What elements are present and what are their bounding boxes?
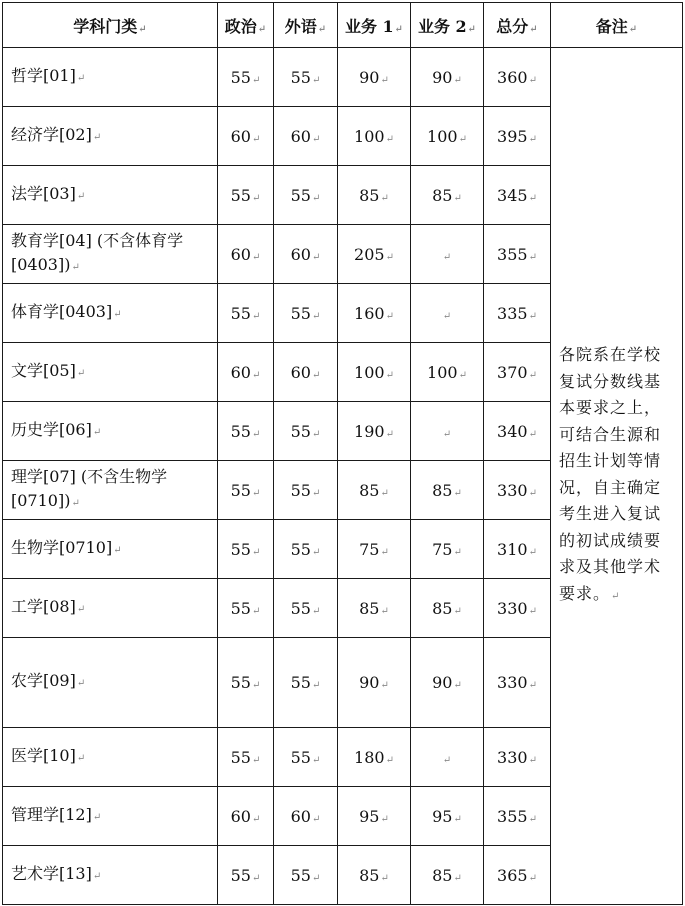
total-cell: 355↵ — [484, 225, 551, 284]
course2-cell: 90↵ — [411, 638, 484, 728]
subject-cell: 工学[08]↵ — [3, 579, 218, 638]
language-cell: 55↵ — [274, 579, 338, 638]
course1-cell: 85↵ — [338, 846, 411, 905]
course2-cell: ↵ — [411, 728, 484, 787]
course2-cell: ↵ — [411, 284, 484, 343]
politics-cell: 55↵ — [218, 284, 274, 343]
course2-cell: ↵ — [411, 402, 484, 461]
subject-cell: 文学[05]↵ — [3, 343, 218, 402]
header-cell: 外语↵ — [274, 3, 338, 48]
language-cell: 55↵ — [274, 638, 338, 728]
total-cell: 330↵ — [484, 461, 551, 520]
total-cell: 310↵ — [484, 520, 551, 579]
subject-cell: 历史学[06]↵ — [3, 402, 218, 461]
course1-cell: 205↵ — [338, 225, 411, 284]
subject-cell: 医学[10]↵ — [3, 728, 218, 787]
subject-cell: 哲学[01]↵ — [3, 48, 218, 107]
language-cell: 55↵ — [274, 461, 338, 520]
total-cell: 370↵ — [484, 343, 551, 402]
language-cell: 55↵ — [274, 728, 338, 787]
header-cell: 业务 1↵ — [338, 3, 411, 48]
subject-cell: 经济学[02]↵ — [3, 107, 218, 166]
politics-cell: 60↵ — [218, 787, 274, 846]
total-cell: 340↵ — [484, 402, 551, 461]
total-cell: 330↵ — [484, 579, 551, 638]
course2-cell: 100↵ — [411, 343, 484, 402]
language-cell: 55↵ — [274, 48, 338, 107]
header-cell: 备注↵ — [551, 3, 683, 48]
score-table — [2, 2, 683, 905]
table-row — [3, 48, 683, 107]
course2-cell: 75↵ — [411, 520, 484, 579]
header-cell: 业务 2↵ — [411, 3, 484, 48]
total-cell: 395↵ — [484, 107, 551, 166]
course1-cell: 100↵ — [338, 343, 411, 402]
politics-cell: 55↵ — [218, 48, 274, 107]
course2-cell: 90↵ — [411, 48, 484, 107]
course1-cell: 180↵ — [338, 728, 411, 787]
language-cell: 60↵ — [274, 343, 338, 402]
language-cell: 55↵ — [274, 520, 338, 579]
header-cell: 学科门类↵ — [3, 3, 218, 48]
language-cell: 55↵ — [274, 402, 338, 461]
politics-cell: 55↵ — [218, 461, 274, 520]
course1-cell: 100↵ — [338, 107, 411, 166]
subject-cell: 管理学[12]↵ — [3, 787, 218, 846]
language-cell: 60↵ — [274, 787, 338, 846]
politics-cell: 55↵ — [218, 520, 274, 579]
course1-cell: 95↵ — [338, 787, 411, 846]
course1-cell: 85↵ — [338, 461, 411, 520]
subject-cell: 艺术学[13]↵ — [3, 846, 218, 905]
note-cell: 各院系在学校复试分数线基本要求之上，可结合生源和招生计划等情况，自主确定考生进入复试的初试成绩要求及其他学术要求。↵ — [551, 48, 683, 905]
course1-cell: 75↵ — [338, 520, 411, 579]
total-cell: 345↵ — [484, 166, 551, 225]
course1-cell: 90↵ — [338, 638, 411, 728]
subject-cell: 教育学[04] (不含体育学[0403])↵ — [3, 225, 218, 284]
course1-cell: 85↵ — [338, 166, 411, 225]
total-cell: 360↵ — [484, 48, 551, 107]
total-cell: 355↵ — [484, 787, 551, 846]
politics-cell: 60↵ — [218, 107, 274, 166]
language-cell: 60↵ — [274, 107, 338, 166]
total-cell: 335↵ — [484, 284, 551, 343]
politics-cell: 55↵ — [218, 638, 274, 728]
subject-cell: 农学[09]↵ — [3, 638, 218, 728]
subject-cell: 生物学[0710]↵ — [3, 520, 218, 579]
course2-cell: 85↵ — [411, 166, 484, 225]
course1-cell: 190↵ — [338, 402, 411, 461]
politics-cell: 55↵ — [218, 728, 274, 787]
language-cell: 60↵ — [274, 225, 338, 284]
politics-cell: 60↵ — [218, 343, 274, 402]
subject-cell: 理学[07] (不含生物学[0710])↵ — [3, 461, 218, 520]
course2-cell: 85↵ — [411, 579, 484, 638]
course2-cell: 85↵ — [411, 846, 484, 905]
language-cell: 55↵ — [274, 284, 338, 343]
course2-cell: 100↵ — [411, 107, 484, 166]
politics-cell: 55↵ — [218, 166, 274, 225]
course2-cell: 95↵ — [411, 787, 484, 846]
total-cell: 330↵ — [484, 728, 551, 787]
course2-cell: 85↵ — [411, 461, 484, 520]
politics-cell: 60↵ — [218, 225, 274, 284]
total-cell: 330↵ — [484, 638, 551, 728]
politics-cell: 55↵ — [218, 846, 274, 905]
header-row — [3, 3, 683, 48]
subject-cell: 体育学[0403]↵ — [3, 284, 218, 343]
course1-cell: 85↵ — [338, 579, 411, 638]
politics-cell: 55↵ — [218, 402, 274, 461]
language-cell: 55↵ — [274, 846, 338, 905]
table-body — [3, 48, 683, 905]
total-cell: 365↵ — [484, 846, 551, 905]
course1-cell: 90↵ — [338, 48, 411, 107]
course1-cell: 160↵ — [338, 284, 411, 343]
header-cell: 总分↵ — [484, 3, 551, 48]
politics-cell: 55↵ — [218, 579, 274, 638]
subject-cell: 法学[03]↵ — [3, 166, 218, 225]
language-cell: 55↵ — [274, 166, 338, 225]
course2-cell: ↵ — [411, 225, 484, 284]
header-cell: 政治↵ — [218, 3, 274, 48]
